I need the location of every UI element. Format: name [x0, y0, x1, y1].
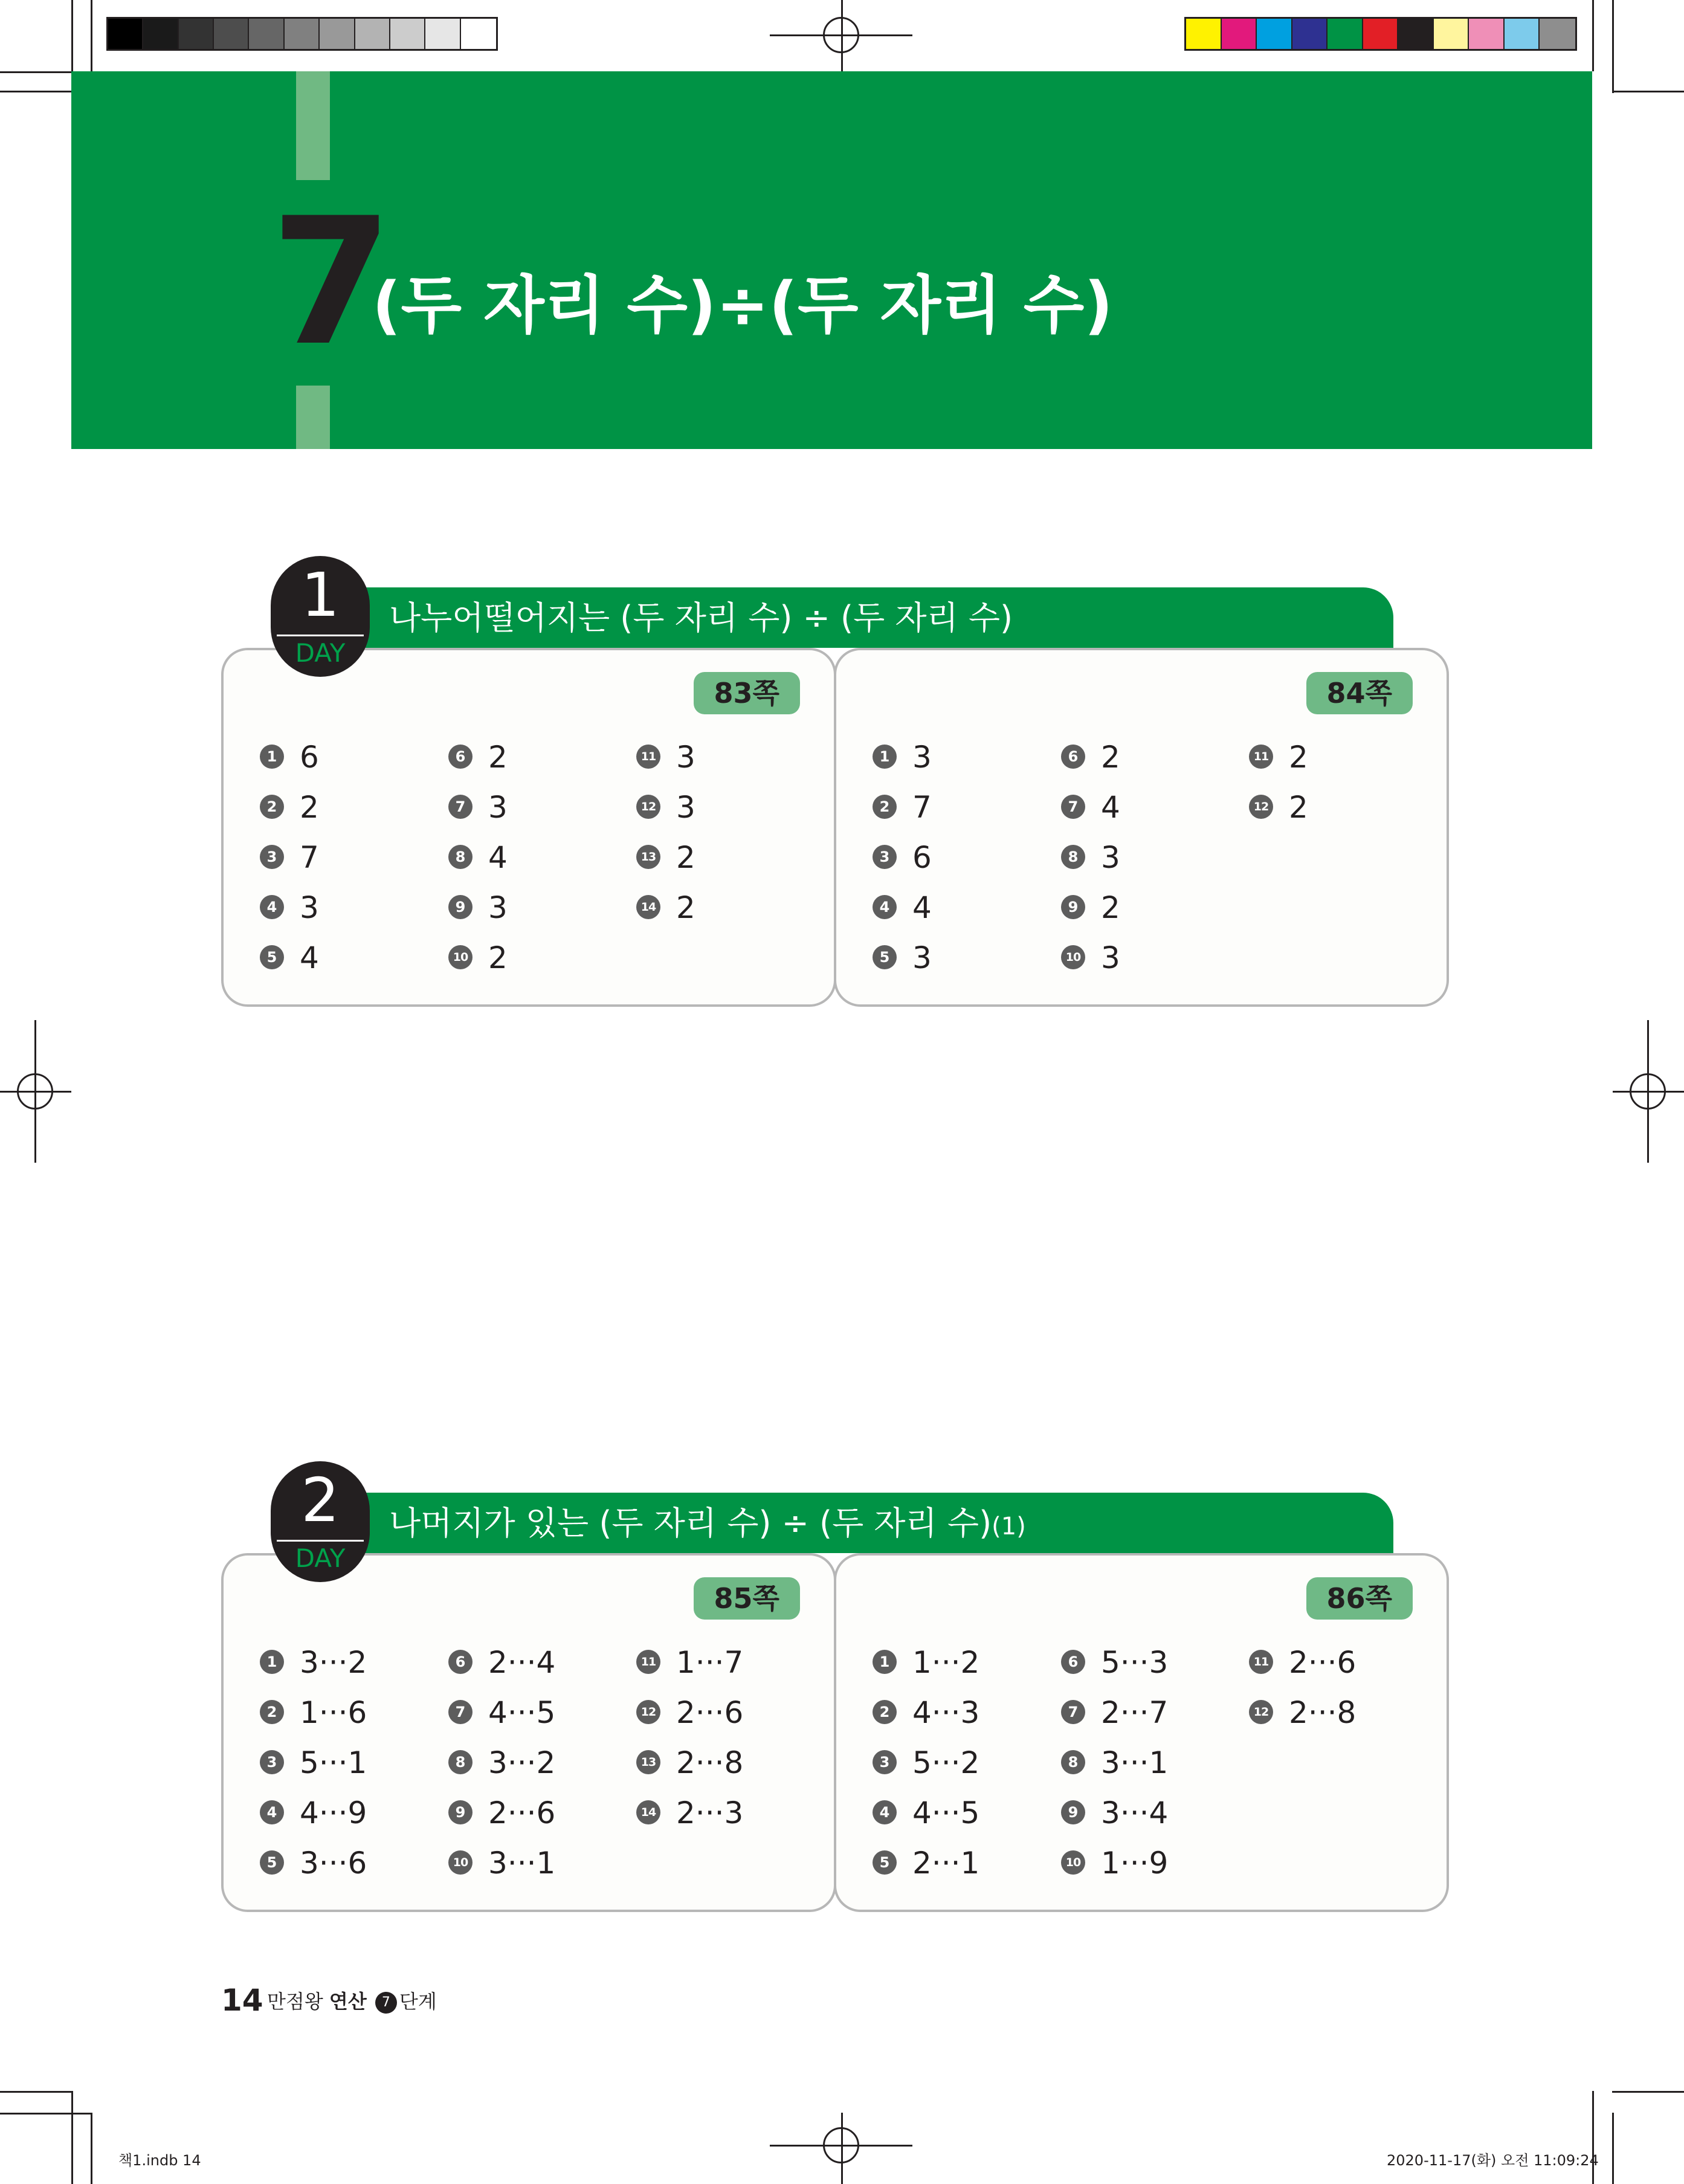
- color-swatch: [1222, 19, 1257, 49]
- answer-value: 2: [1101, 890, 1120, 925]
- question-number-icon: 3: [260, 1750, 284, 1774]
- answer-value: 3: [676, 790, 695, 825]
- question-number-icon: 8: [448, 1750, 473, 1774]
- question-number-icon: 6: [448, 1650, 473, 1674]
- answer-value: 2: [676, 890, 695, 925]
- day-label: DAY: [295, 1543, 346, 1573]
- question-number-icon: 3: [873, 845, 897, 869]
- question-number-icon: 3: [260, 845, 284, 869]
- answer-value: 4: [488, 840, 508, 875]
- day-number: 2: [301, 1465, 340, 1536]
- process-color-bar: [1184, 17, 1577, 51]
- answer-value: 3···1: [488, 1846, 556, 1881]
- answer-value: 4···9: [300, 1795, 367, 1830]
- color-swatch: [320, 19, 355, 49]
- section-title: 나머지가 있는 (두 자리 수) ÷ (두 자리 수)(1): [389, 1504, 1026, 1542]
- crop-mark: [0, 2091, 71, 2093]
- question-number-icon: 2: [873, 1700, 897, 1724]
- registration-line: [770, 2145, 912, 2147]
- color-swatch: [214, 19, 249, 49]
- color-swatch: [108, 19, 143, 49]
- answer-value: 3···4: [1101, 1795, 1169, 1830]
- print-slug-datetime: 2020-11-17(화) 오전 11:09:24: [1387, 2152, 1599, 2169]
- answer-value: 2: [488, 740, 508, 775]
- question-number-icon: 7: [1061, 795, 1085, 819]
- crop-mark: [1612, 2091, 1684, 2093]
- answer-box-right: [834, 1553, 1449, 1912]
- crop-mark: [1592, 0, 1594, 71]
- crop-mark: [0, 91, 71, 92]
- answer-value: 3···1: [1101, 1745, 1169, 1780]
- question-number-icon: 9: [1061, 895, 1085, 919]
- answer-value: 2: [1101, 740, 1120, 775]
- answer-value: 2: [1289, 740, 1308, 775]
- question-number-icon: 12: [1249, 1700, 1273, 1724]
- grayscale-color-bar: [106, 17, 498, 51]
- answer-value: 4: [1101, 790, 1120, 825]
- section-title-tab: [301, 1493, 1393, 1553]
- answer-value: 1···6: [300, 1695, 367, 1730]
- answer-box-left: [221, 648, 836, 1007]
- day-label: DAY: [295, 638, 346, 668]
- registration-line: [841, 2113, 843, 2184]
- answer-value: 1···9: [1101, 1846, 1169, 1881]
- day-divider: [277, 1540, 364, 1542]
- question-number-icon: 5: [260, 945, 284, 969]
- question-number-icon: 12: [1249, 795, 1273, 819]
- answer-value: 2: [488, 940, 508, 975]
- question-number-icon: 4: [873, 895, 897, 919]
- answer-box-left: [221, 1553, 836, 1912]
- answer-value: 2···8: [676, 1745, 744, 1780]
- answer-value: 6: [300, 740, 319, 775]
- color-swatch: [1257, 19, 1292, 49]
- page-reference-badge: 84쪽: [1306, 672, 1413, 714]
- step-number-icon: 7: [375, 1992, 397, 2014]
- question-number-icon: 12: [636, 795, 660, 819]
- question-number-icon: 7: [1061, 1700, 1085, 1724]
- question-number-icon: 6: [1061, 1650, 1085, 1674]
- day-divider: [277, 635, 364, 636]
- color-swatch: [390, 19, 425, 49]
- answer-value: 2···4: [488, 1645, 556, 1680]
- question-number-icon: 9: [448, 1800, 473, 1824]
- question-number-icon: 10: [1061, 1850, 1085, 1875]
- answer-value: 3: [488, 890, 508, 925]
- page-reference-badge: 86쪽: [1306, 1577, 1413, 1620]
- color-swatch: [1505, 19, 1540, 49]
- question-number-icon: 2: [260, 1700, 284, 1724]
- question-number-icon: 5: [260, 1850, 284, 1875]
- question-number-icon: 4: [260, 1800, 284, 1824]
- chapter-banner: [71, 71, 1592, 449]
- color-swatch: [1186, 19, 1222, 49]
- answer-value: 5···1: [300, 1745, 367, 1780]
- question-number-icon: 8: [1061, 845, 1085, 869]
- color-swatch: [1434, 19, 1469, 49]
- color-swatch: [1363, 19, 1399, 49]
- question-number-icon: 2: [260, 795, 284, 819]
- color-swatch: [1328, 19, 1363, 49]
- question-number-icon: 11: [1249, 745, 1273, 769]
- answer-value: 2···6: [676, 1695, 744, 1730]
- page-reference-badge: 85쪽: [694, 1577, 800, 1620]
- answer-value: 4···3: [912, 1695, 980, 1730]
- question-number-icon: 1: [260, 1650, 284, 1674]
- crop-mark: [1612, 91, 1684, 92]
- answer-value: 4···5: [488, 1695, 556, 1730]
- question-number-icon: 11: [636, 745, 660, 769]
- answer-value: 3: [1101, 940, 1120, 975]
- answer-value: 2: [300, 790, 319, 825]
- section-title: 나누어떨어지는 (두 자리 수) ÷ (두 자리 수): [389, 599, 1013, 637]
- registration-line: [0, 1091, 71, 1093]
- question-number-icon: 4: [873, 1800, 897, 1824]
- crop-mark: [91, 2113, 92, 2184]
- answer-value: 7: [912, 790, 932, 825]
- answer-value: 2···1: [912, 1846, 980, 1881]
- question-number-icon: 11: [636, 1650, 660, 1674]
- print-slug-file: 책1.indb 14: [118, 2152, 201, 2169]
- question-number-icon: 2: [873, 795, 897, 819]
- color-swatch: [355, 19, 390, 49]
- answer-value: 3···6: [300, 1846, 367, 1881]
- question-number-icon: 10: [1061, 945, 1085, 969]
- question-number-icon: 5: [873, 945, 897, 969]
- answer-value: 5···2: [912, 1745, 980, 1780]
- answer-value: 3: [300, 890, 319, 925]
- color-swatch: [1292, 19, 1328, 49]
- question-number-icon: 6: [448, 745, 473, 769]
- chapter-title: (두 자리 수)÷(두 자리 수): [372, 268, 1113, 342]
- answer-value: 4: [912, 890, 932, 925]
- question-number-icon: 10: [448, 1850, 473, 1875]
- answer-value: 2···3: [676, 1795, 744, 1830]
- question-number-icon: 1: [873, 745, 897, 769]
- answer-value: 4···5: [912, 1795, 980, 1830]
- day-badge: [271, 1461, 370, 1582]
- answer-value: 5···3: [1101, 1645, 1169, 1680]
- book-title: 만점왕 연산 7 단계: [267, 1990, 437, 2013]
- day-number: 1: [301, 560, 340, 630]
- crop-mark: [1612, 0, 1614, 93]
- question-number-icon: 10: [448, 945, 473, 969]
- section-title-tab: [301, 587, 1393, 648]
- color-swatch: [179, 19, 214, 49]
- crop-mark: [1612, 2113, 1614, 2184]
- answer-value: 2···7: [1101, 1695, 1169, 1730]
- question-number-icon: 3: [873, 1750, 897, 1774]
- question-number-icon: 4: [260, 895, 284, 919]
- question-number-icon: 13: [636, 845, 660, 869]
- question-number-icon: 9: [448, 895, 473, 919]
- question-number-icon: 14: [636, 895, 660, 919]
- answer-value: 2···6: [488, 1795, 556, 1830]
- question-number-icon: 12: [636, 1700, 660, 1724]
- registration-line: [770, 34, 912, 36]
- crop-mark: [1592, 2091, 1594, 2184]
- color-swatch: [425, 19, 460, 49]
- page-reference-badge: 83쪽: [694, 672, 800, 714]
- question-number-icon: 9: [1061, 1800, 1085, 1824]
- answer-value: 7: [300, 840, 319, 875]
- answer-value: 3: [1101, 840, 1120, 875]
- answer-value: 6: [912, 840, 932, 875]
- answer-value: 4: [300, 940, 319, 975]
- color-swatch: [285, 19, 320, 49]
- crop-mark: [71, 2091, 73, 2184]
- day-badge: [271, 556, 370, 677]
- answer-value: 3···2: [488, 1745, 556, 1780]
- crop-mark: [0, 2113, 91, 2115]
- question-number-icon: 8: [448, 845, 473, 869]
- question-number-icon: 11: [1249, 1650, 1273, 1674]
- question-number-icon: 1: [260, 745, 284, 769]
- answer-value: 2···8: [1289, 1695, 1357, 1730]
- question-number-icon: 13: [636, 1750, 660, 1774]
- answer-value: 1···7: [676, 1645, 744, 1680]
- question-number-icon: 8: [1061, 1750, 1085, 1774]
- page-number: 14: [221, 1983, 263, 2018]
- question-number-icon: 14: [636, 1800, 660, 1824]
- answer-box-right: [834, 648, 1449, 1007]
- color-swatch: [1540, 19, 1575, 49]
- color-swatch: [461, 19, 496, 49]
- color-swatch: [143, 19, 178, 49]
- answer-value: 2: [676, 840, 695, 875]
- color-swatch: [1398, 19, 1434, 49]
- answer-value: 3: [912, 740, 932, 775]
- question-number-icon: 7: [448, 795, 473, 819]
- question-number-icon: 6: [1061, 745, 1085, 769]
- answer-value: 1···2: [912, 1645, 980, 1680]
- color-swatch: [1469, 19, 1505, 49]
- question-number-icon: 5: [873, 1850, 897, 1875]
- answer-value: 3: [912, 940, 932, 975]
- question-number-icon: 1: [873, 1650, 897, 1674]
- color-swatch: [249, 19, 284, 49]
- registration-line: [1613, 1091, 1684, 1093]
- crop-mark: [71, 0, 73, 71]
- chapter-number: 7: [271, 181, 387, 384]
- answer-value: 2···6: [1289, 1645, 1357, 1680]
- answer-value: 3: [676, 740, 695, 775]
- answer-value: 3···2: [300, 1645, 367, 1680]
- question-number-icon: 7: [448, 1700, 473, 1724]
- answer-value: 2: [1289, 790, 1308, 825]
- answer-value: 3: [488, 790, 508, 825]
